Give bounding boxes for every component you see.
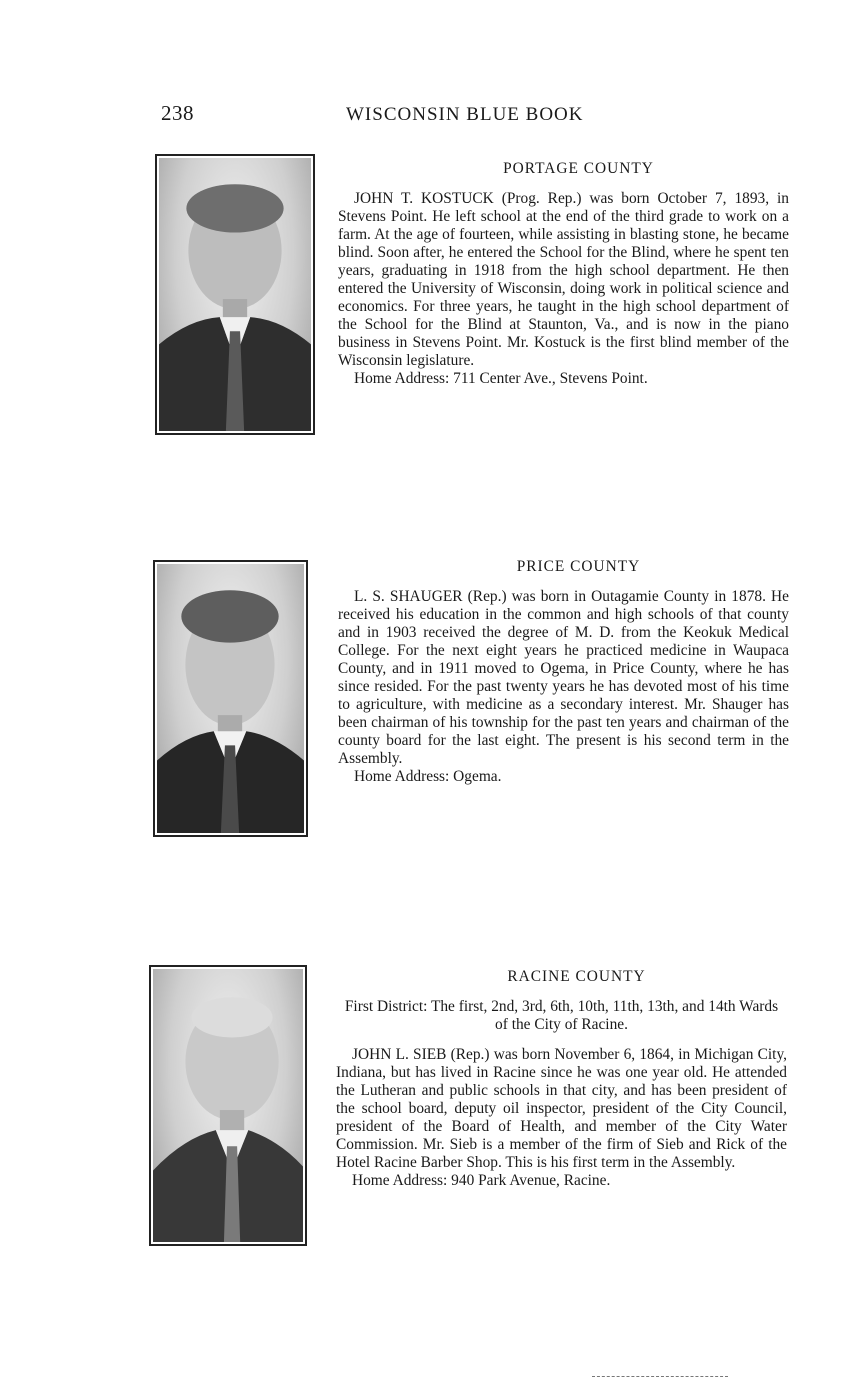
county-heading: PRICE COUNTY: [516, 558, 641, 575]
biography-paragraph: JOHN L. SIEB (Rep.) was born November 6, 1864, in Michigan City, Indiana, but has lived in Racine since he was one year old. He attended the Lutheran and public schools in that city, and has been president of the school board, deputy oil inspector, president of the City Council, president of the Board of Health, and member of the City Water Commission. Mr. Sieb is a member of the firm of Sieb and Rick of the Hotel Racine Barber Shop. This is his first term in the Assembly.: [336, 1046, 787, 1171]
biography-paragraph: L. S. SHAUGER (Rep.) was born in Outagamie County in 1878. He received his education in the common and high schools of that county and in 1903 received the degree of M. D. from the Keokuk Medical College. For the next eight years he practiced medicine in Waupaca County, and in 1911 moved to Ogema, in Price County, where he has since resided. For the past twenty years he has devoted most of his time to agriculture, with medicine as a secondary interest. Mr. Shauger has been chairman of his township for the past ten years and chairman of the county board for the last eight. The present is his second term in the Assembly.: [338, 588, 789, 767]
footer-rule: [592, 1376, 728, 1377]
county-heading: RACINE COUNTY: [507, 968, 646, 985]
portrait-kostuck: [155, 154, 315, 435]
entry-price-county: [338, 558, 789, 786]
biography-paragraph: JOHN T. KOSTUCK (Prog. Rep.) was born October 7, 1893, in Stevens Point. He left school at the end of the third grade to work on a farm. At the age of fourteen, while assisting in blasting stone, he became blind. Soon after, he entered the School for the Blind, where he spent ten years, graduating in 1918 from the high school department. He then entered the University of Wisconsin, doing work in political science and economics. For three years, he taught in the high school department of the School for the Blind at Staunton, Va., and is now in the piano business in Stevens Point. Mr. Kostuck is the first blind member of the Wisconsin legislature.: [338, 190, 789, 369]
page-number: 238: [161, 101, 194, 125]
entry-racine-county: [336, 968, 787, 1190]
portrait-shauger: [153, 560, 308, 837]
running-head-title: WISCONSIN BLUE BOOK: [346, 104, 584, 125]
district-description: First District: The first, 2nd, 3rd, 6th, 10th, 11th, 13th, and 14th Wards of the City of Racine.: [344, 998, 779, 1033]
county-heading: PORTAGE COUNTY: [503, 160, 654, 177]
portrait-sieb: [149, 965, 307, 1246]
entry-portage-county: [338, 160, 789, 388]
home-address: Home Address: 711 Center Ave., Stevens Point.: [354, 370, 648, 387]
home-address: Home Address: Ogema.: [354, 768, 502, 785]
home-address: Home Address: 940 Park Avenue, Racine.: [352, 1172, 611, 1189]
